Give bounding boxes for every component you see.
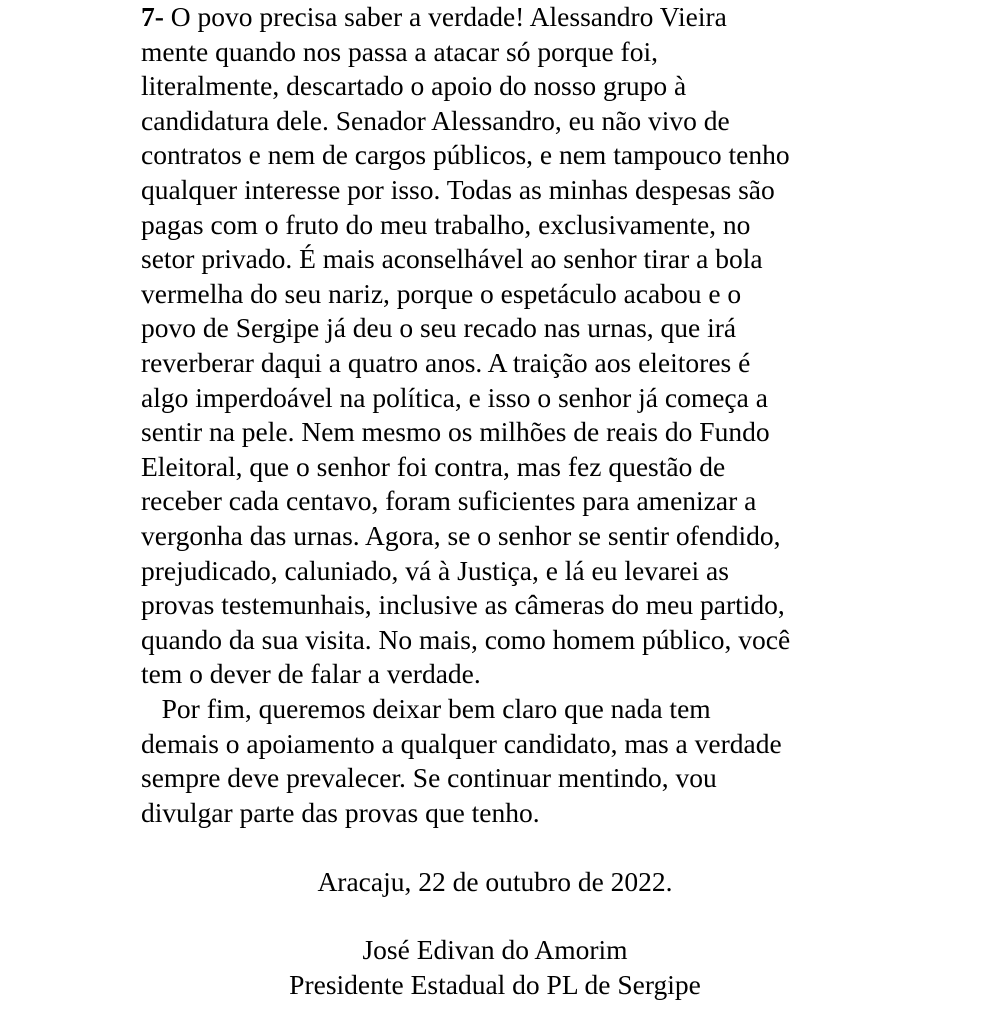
paragraph-7-line-20: tem o dever de falar a verdade. [141,658,481,690]
item-number: 7- [141,1,164,32]
paragraph-7-line-19: quando da sua visita. No mais, como homem público, você [141,623,791,655]
paragraph-7-line-3: literalmente, descartado o apoio do nosso grupo à [141,70,687,102]
paragraph-7-line-15: receber cada centavo, foram suficientes para amenizar a [141,485,757,517]
paragraph-7-line-9: vermelha do seu nariz, porque o espetáculo acabou e o [141,277,742,309]
paragraph-7-line-17: prejudicado, caluniado, vá à Justiça, e lá eu levarei as [141,554,729,586]
paragraph-7-line-12: algo imperdoável na política, e isso o senhor já começa a [141,381,768,413]
paragraph-7-line-2: mente quando nos passa a atacar só porque foi, [141,35,658,67]
paragraph-7-line-13: sentir na pele. Nem mesmo os milhões de reais do Fundo [141,416,770,448]
signature-name: José Edivan do Amorim [362,934,628,965]
signature-title: Presidente Estadual do PL de Sergipe [289,968,701,1000]
paragraph-7-line-11: reverberar daqui a quatro anos. A traição aos eleitores é [141,347,751,378]
paragraph-7-line-6: qualquer interesse por isso. Todas as minhas despesas são [141,174,775,205]
paragraph-7-line-7: pagas com o fruto do meu trabalho, exclusivamente, no [141,208,751,240]
date-line: Aracaju, 22 de outubro de 2022. [317,866,673,897]
closing-paragraph-line-4: divulgar parte das provas que tenho. [141,796,540,828]
paragraph-7-line-10: povo de Sergipe já deu o seu recado nas urnas, que irá [141,312,737,344]
paragraph-7-line-18: provas testemunhais, inclusive as câmeras do meu partido, [141,589,785,621]
closing-paragraph-line-1: Por fim, queremos deixar bem claro que nada tem [141,693,711,724]
paragraph-7-line-1 [141,0,727,35]
paragraph-7-line-16: vergonha das urnas. Agora, se o senhor se sentir ofendido, [141,520,781,551]
paragraph-7-line-8: setor privado. É mais aconselhável ao senhor tirar a bola [141,243,763,275]
closing-paragraph-line-2: demais o apoiamento a qualquer candidato, mas a verdade [141,727,782,759]
paragraph-7-text: O povo precisa saber a verdade! Alessandro Vieira [163,1,727,32]
closing-paragraph-line-3: sempre deve prevalecer. Se continuar mentindo, vou [141,762,717,794]
paragraph-7-line-5: contratos e nem de cargos públicos, e nem tampouco tenho [141,139,790,171]
paragraph-7-line-14: Eleitoral, que o senhor foi contra, mas fez questão de [141,450,726,482]
paragraph-7-line-4: candidatura dele. Senador Alessandro, eu não vivo de [141,104,730,136]
